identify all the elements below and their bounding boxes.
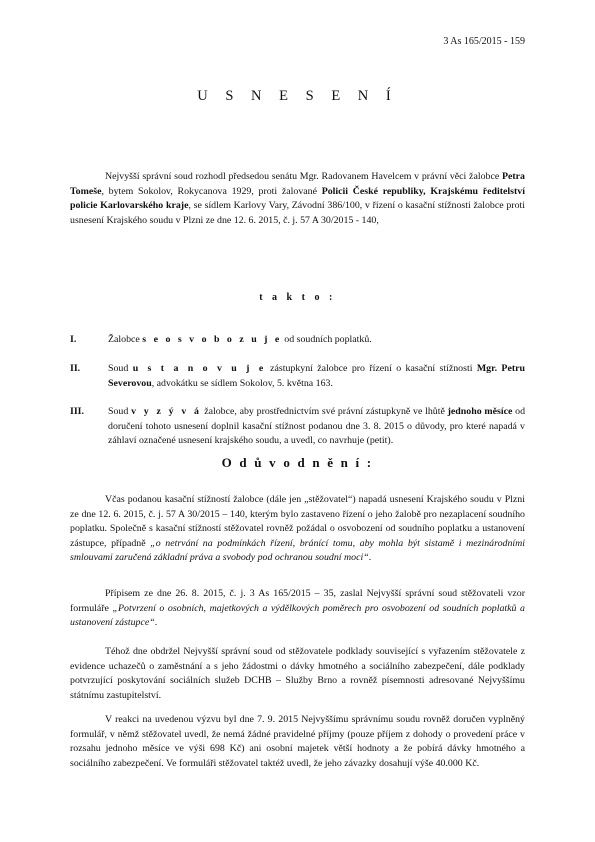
reasons-paragraph-1 [70, 493, 525, 566]
reasons-text: V reakci na uvedenou výzvu byl dne 7. 9. 2015 Nejvyššímu správnímu soudu rovněž doručen vyplněný formulář, v němž stěžovatel uvedl, že nemá žádné pravidelné příjmy (pouze příjem z dohody o provedení práce v rozsahu jednoho měsíce ve výši 698 Kč) ani osobní majetek větší hodnoty a že pobírá dávky hmotného a sociálního zabezpečení. Ve formuláři stěžovatel taktéž uvedl, že jeho závazky dosahují výše 40.000 Kč. [70, 714, 525, 769]
attorney-name: Mgr. Petru Severovou [108, 363, 526, 389]
reasons-text: Téhož dne obdržel Nejvyšší správní soud od stěžovatele podklady související s vyřazením stěžovatele z evidence uchazečů o zaměstnání a s jeho žádostmi o dávky hmotného a sociálního zabezpečení, dále podklady potvrzující poskytování sociálních služeb DCHB – Služby Brno a rovněž písemnosti adresované Nejvyššímu státnímu zastupitelství. [70, 646, 525, 701]
intro-text-3: , se sídlem Karlovy Vary, Závodní 386/100, v řízení o kasační stížnosti žalobce proti usnesení Krajského soudu v Plzni ze dne 12. 6. 2015, č. j. 57 A 30/2015 - 140, [70, 200, 525, 226]
verdict-keyword: s e o s v o b o z u j e [142, 334, 282, 345]
verdict-text-part: od soudních poplatků. [281, 334, 372, 345]
verdict-text-part: od doručení tohoto usnesení doplnil kasační stížnost podanou dne 3. 8. 2015 o důvody, pro které napadá v záhlaví označené usnesení krajského soudu, a uvedl, co navrhuje (petit). [108, 406, 526, 447]
reasons-quote: „o netrvání na podmínkách řízení, bránící tomu, aby mohla být sistamě i mezinárodními smlouvami zaručená základní práva a svobody pod ochranou soudní moci“ [70, 537, 525, 564]
verdict-number: III. [70, 406, 84, 417]
reasons-paragraph-2 [70, 587, 525, 631]
reasons-text: Včas podanou kasační stížností žalobce (dále jen „stěžovatel“) napadá usnesení Krajského soudu v Plzni ze dne 12. 6. 2015, č. j. 57 A 30/2015 – 140, kterým bylo zastaveno řízení o jeho žalobě pro nezaplacení soudního poplatku. Společně s kasační stížností stěžovatel rovněž požádal o osvobození od soudního poplatku a ustanovení zástupce, případně [70, 494, 525, 549]
reasons-paragraph-4 [70, 713, 525, 771]
verdict-number: II. [70, 363, 81, 374]
verdict-text-part: zástupkyní žalobce pro řízení o kasační stížnosti [265, 363, 477, 374]
takto-heading: t a k t o : [259, 292, 336, 303]
verdict-number: I. [70, 334, 77, 345]
verdict-keyword: u s t a n o v u j e [132, 363, 266, 374]
reasons-paragraph-3 [70, 645, 525, 703]
reasons-heading: O d ů v o d n ě n í : [221, 455, 374, 470]
verdict-text-part: Soud [108, 406, 132, 417]
defendant-name: Policii České republiky, Krajskému ředitelství policie Karlovarského kraje [70, 185, 525, 212]
intro-text-1: Nejvyšší správní soud rozhodl předsedou senátu Mgr. Radovanem Havelcem v právní věci žalobce [105, 171, 502, 182]
document-title: U S N E S E N Í [197, 88, 398, 104]
reasons-text: Přípisem ze dne 26. 8. 2015, č. j. 3 As 165/2015 – 35, zaslal Nejvyšší správní soud stěžovateli vzor formuláře [70, 588, 525, 614]
verdict-text [108, 405, 525, 449]
verdict-text [108, 362, 525, 391]
verdict-text-part: žalobce, aby prostřednictvím své právní zástupkyně ve lhůtě [201, 406, 448, 417]
plaintiff-name: Petra Tomeše [70, 171, 525, 197]
verdict-text-part: Žalobce [108, 334, 143, 345]
reasons-quote: „Potvrzení o osobních, majetkových a výdělkových poměrech pro osvobození od soudních poplatků a ustanovení zástupce“ [70, 602, 525, 629]
verdict-text [108, 333, 525, 348]
verdict-keyword: v y z ý v á [131, 406, 202, 417]
case-reference: 3 As 165/2015 - 159 [443, 36, 525, 47]
deadline: jednoho měsíce [447, 406, 513, 417]
verdict-text-part: , advokátku se sídlem Sokolov, 5. května 163. [151, 377, 333, 389]
reasons-text: . [154, 617, 158, 629]
intro-paragraph [70, 170, 525, 228]
intro-text-2: , bytem Sokolov, Rokycanova 1929, proti žalované [101, 185, 322, 197]
reasons-text: . [368, 552, 372, 564]
verdict-text-part: Soud [108, 363, 133, 374]
